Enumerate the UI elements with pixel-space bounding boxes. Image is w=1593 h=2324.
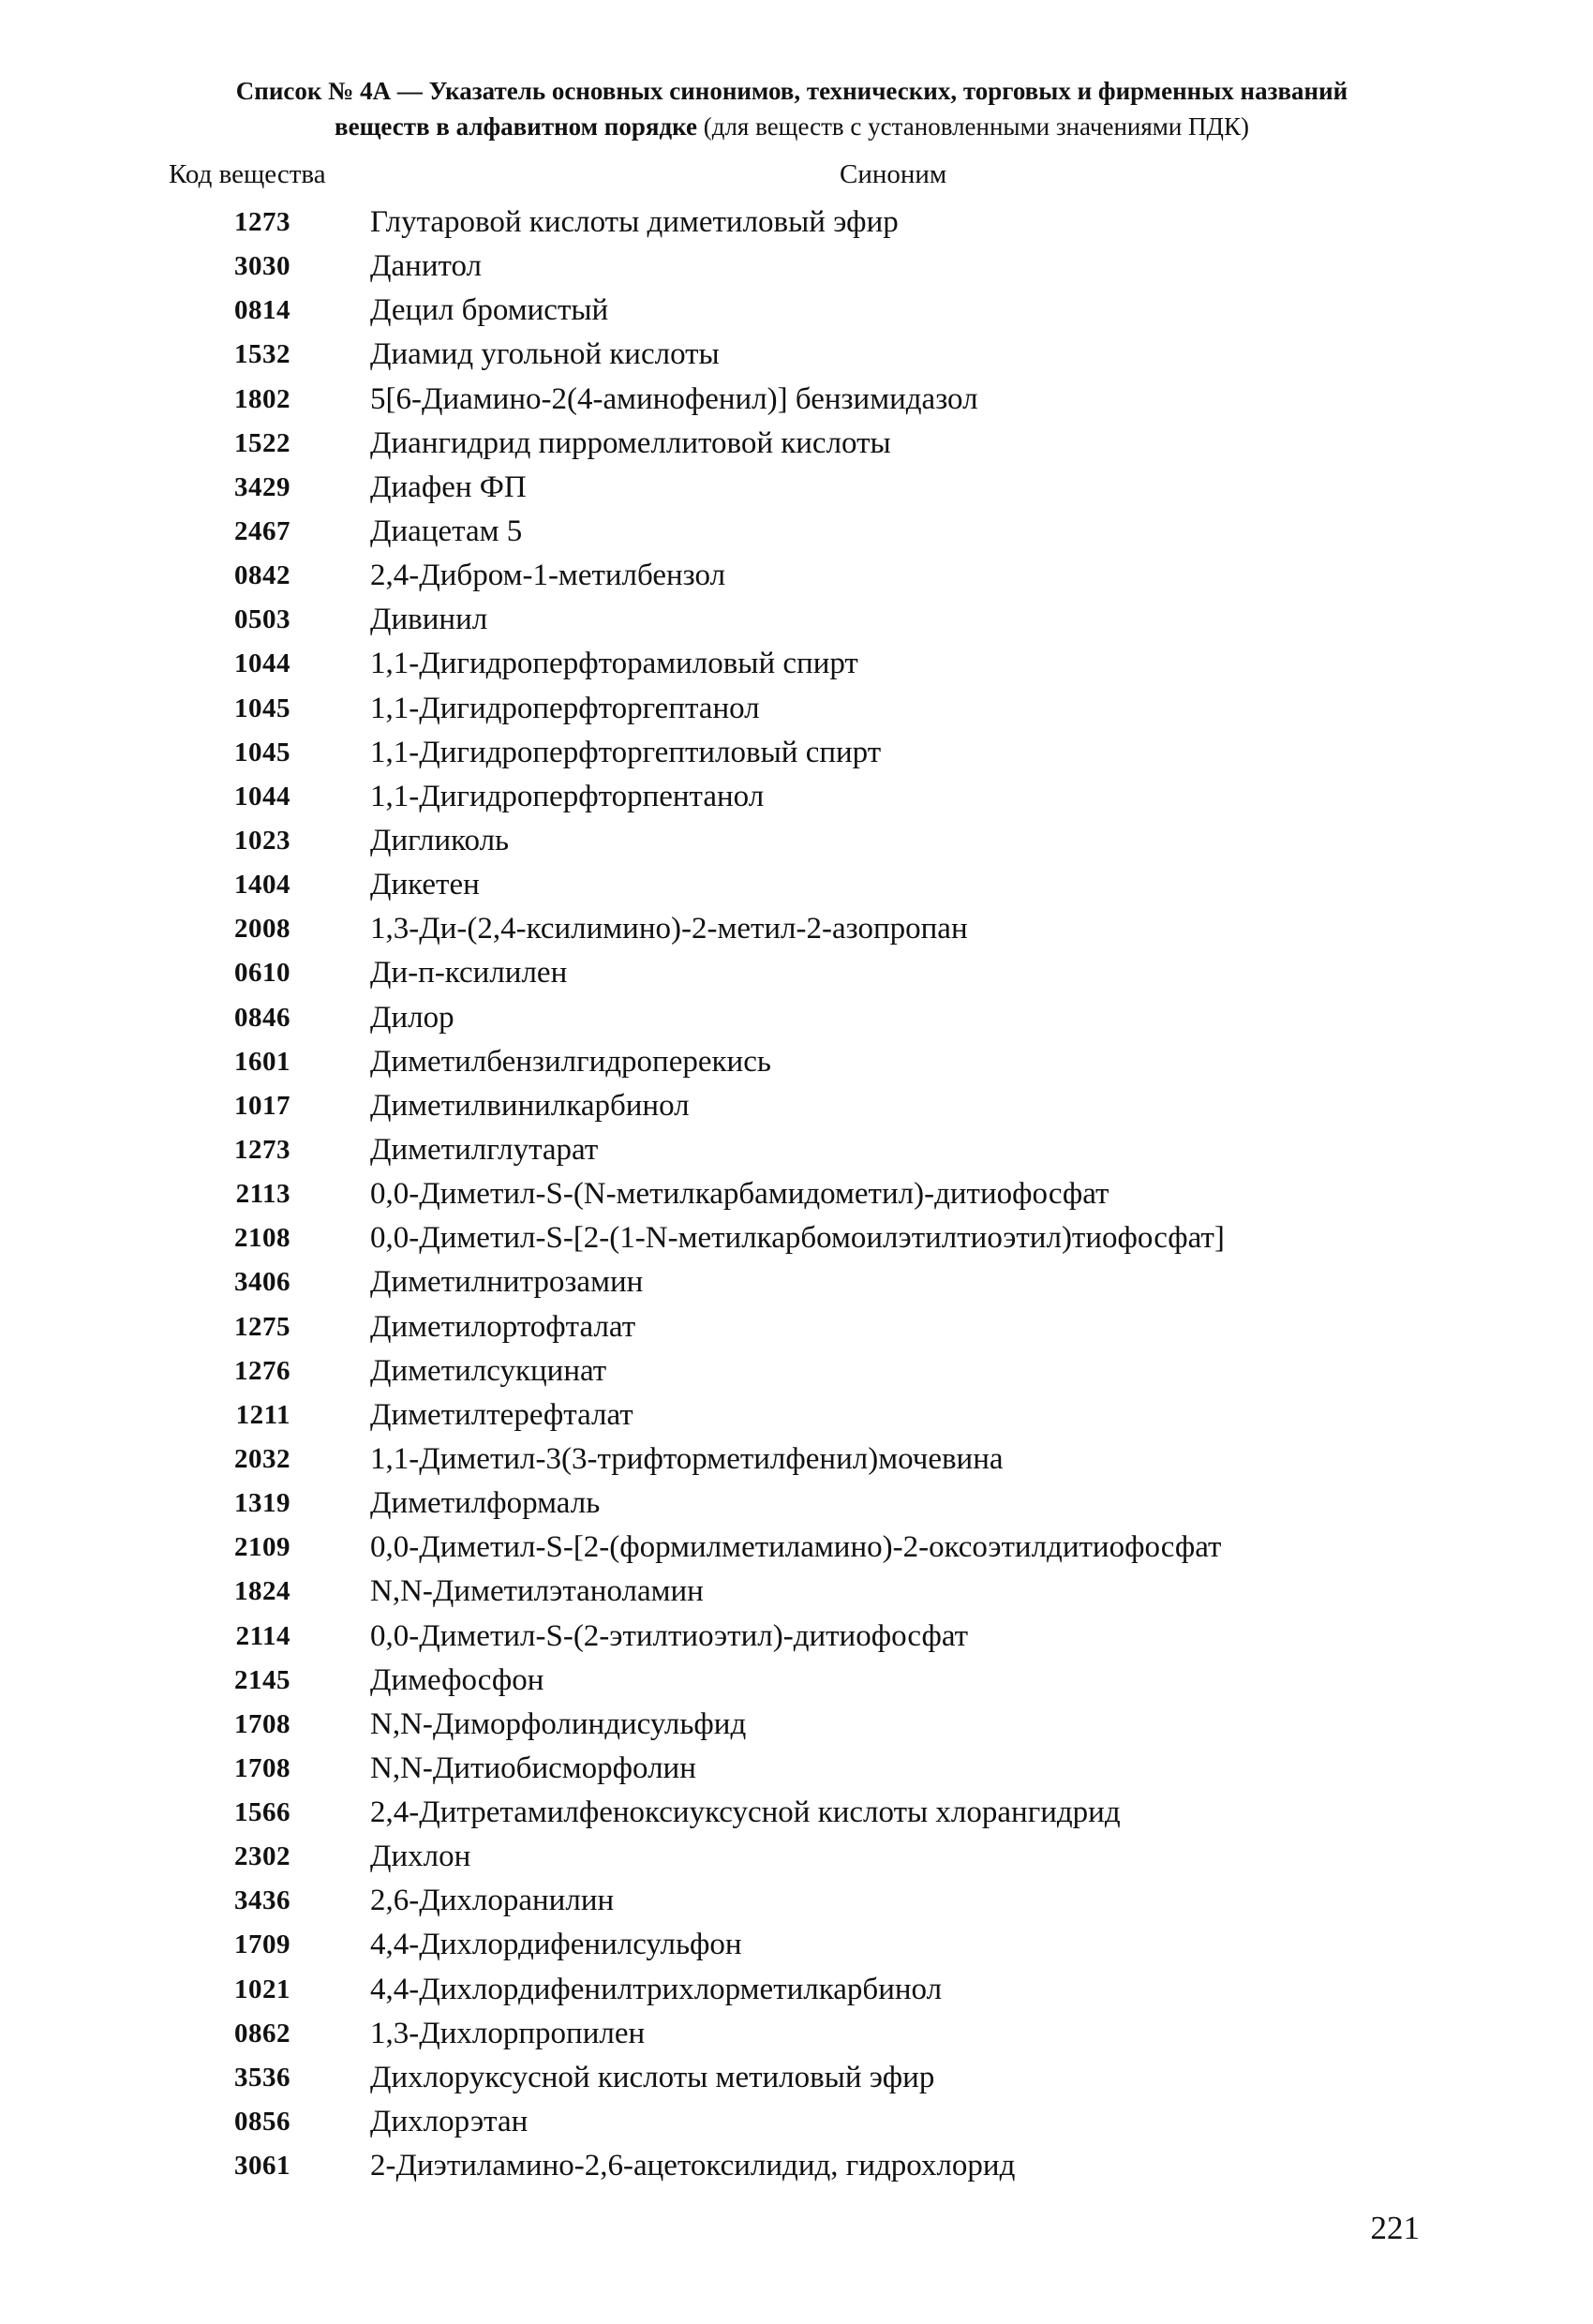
synonym-table (0, 201, 1593, 2188)
table-row (0, 554, 1593, 598)
table-row (0, 863, 1593, 907)
substance-code: 1044 (234, 648, 290, 679)
table-row (0, 1128, 1593, 1172)
synonym-text: Диметилортофталат (370, 1309, 636, 1344)
page-header (141, 73, 1443, 144)
synonym-text: Дихлорэтан (370, 2105, 529, 2139)
table-row (0, 598, 1593, 642)
synonym-text: 1,1-Дигидроперфторамиловый спирт (370, 647, 858, 681)
synonym-text: 4,4-Дихлордифенилсульфон (370, 1928, 742, 1962)
substance-code: 0862 (234, 2018, 290, 2048)
substance-code: 0814 (234, 295, 290, 326)
table-row (0, 775, 1593, 819)
table-row (0, 1172, 1593, 1216)
synonym-text: Глутаровой кислоты диметиловый эфир (370, 205, 899, 239)
synonym-text: Децил бромистый (370, 293, 609, 328)
substance-code: 1021 (234, 1974, 290, 2004)
substance-code: 2032 (234, 1443, 290, 1474)
table-row (0, 2056, 1593, 2100)
table-row (0, 422, 1593, 466)
synonym-text: Ди-п-ксилилен (370, 956, 568, 991)
synonym-text: 0,0-Диметил-S-(N-метилкарбамидометил)-дитиофосфат (370, 1177, 1109, 1212)
synonym-text: Дилор (370, 1000, 454, 1035)
substance-code: 2108 (234, 1223, 290, 1254)
substance-code: 1017 (234, 1090, 290, 1121)
table-row (0, 1040, 1593, 1084)
substance-code: 0846 (234, 1002, 290, 1033)
table-row (0, 2012, 1593, 2056)
substance-code: 1601 (234, 1046, 290, 1077)
table-row (0, 951, 1593, 995)
table-row (0, 1747, 1593, 1791)
table-row (0, 1482, 1593, 1526)
table-row (0, 731, 1593, 775)
header-line-2-bold: веществ в алфавитном порядке (335, 112, 697, 141)
substance-code: 0610 (234, 958, 290, 989)
synonym-text: Диметилглутарат (370, 1132, 599, 1167)
substance-code: 0842 (234, 560, 290, 591)
substance-code: 1319 (234, 1488, 290, 1519)
table-row (0, 1615, 1593, 1659)
synonym-text: Диметилвинилкарбинол (370, 1088, 690, 1123)
synonym-text: Диметилнитрозамин (370, 1265, 644, 1300)
substance-code: 2109 (234, 1532, 290, 1563)
synonym-text: Диангидрид пирромеллитовой кислоты (370, 425, 891, 460)
table-row (0, 1305, 1593, 1349)
substance-code: 1023 (234, 825, 290, 856)
synonym-text: Диметилсукцинат (370, 1353, 607, 1388)
substance-code: 1522 (234, 427, 290, 458)
synonym-text: Дихлон (370, 1840, 471, 1874)
table-row (0, 1084, 1593, 1128)
header-line-2 (141, 109, 1443, 144)
synonym-text: Дихлоруксусной кислоты метиловый эфир (370, 2060, 935, 2094)
substance-code: 1045 (234, 693, 290, 723)
table-row (0, 1703, 1593, 1747)
synonym-text: N,N-Дитиобисморфолин (370, 1750, 696, 1785)
synonym-text: 4,4-Дихлордифенилтрихлорметилкарбинол (370, 1972, 943, 2006)
synonym-text: 0,0-Диметил-S-[2-(формилметиламино)-2-оксоэтилдитиофосфат (370, 1530, 1222, 1565)
synonym-text: 1,3-Дихлорпропилен (370, 2016, 646, 2050)
table-row (0, 245, 1593, 289)
table-row (0, 996, 1593, 1040)
table-row (0, 289, 1593, 333)
table-row (0, 1438, 1593, 1482)
table-row (0, 201, 1593, 245)
column-header-synonym: Синоним (840, 159, 947, 189)
synonym-text: Дигликоль (370, 823, 510, 857)
page-number: 221 (1370, 2210, 1420, 2246)
table-row (0, 1216, 1593, 1260)
table-row (0, 466, 1593, 510)
substance-code: 1273 (234, 207, 290, 237)
synonym-text: 0,0-Диметил-S-(2-этилтиоэтил)-дитиофосфат (370, 1618, 969, 1653)
synonym-text: Диамид угольной кислоты (370, 337, 720, 372)
substance-code: 2302 (234, 1841, 290, 1872)
substance-code: 1708 (234, 1708, 290, 1739)
table-row (0, 2100, 1593, 2144)
table-row (0, 1260, 1593, 1304)
synonym-text: 2-Диэтиламино-2,6-ацетоксилидид, гидрохлорид (370, 2149, 1016, 2183)
substance-code: 1404 (234, 870, 290, 901)
synonym-text: Диацетам 5 (370, 514, 523, 548)
synonym-text: 5[6-Диамино-2(4-аминофенил)] бензимидазол (370, 381, 978, 416)
substance-code: 1275 (234, 1311, 290, 1342)
substance-code: 1276 (234, 1355, 290, 1386)
header-line-1: Список № 4А — Указатель основных синонимов, технических, торговых и фирменных названий (235, 77, 1348, 105)
column-headers (0, 159, 1593, 197)
table-row (0, 1835, 1593, 1879)
substance-code: 3436 (234, 1885, 290, 1916)
substance-code: 1045 (234, 737, 290, 767)
header-line-2-regular: (для веществ с установленными значениями ПДК) (696, 112, 1249, 141)
substance-code: 3536 (234, 2062, 290, 2093)
substance-code: 1532 (234, 339, 290, 370)
synonym-text: 1,1-Дигидроперфторгептиловый спирт (370, 735, 882, 769)
table-row (0, 642, 1593, 686)
table-row (0, 378, 1593, 422)
synonym-text: N,N-Диметилэтаноламин (370, 1574, 704, 1609)
synonym-text: Дикетен (370, 868, 480, 902)
synonym-text: Диметилбензилгидроперекись (370, 1044, 771, 1079)
substance-code: 2114 (235, 1620, 290, 1651)
table-row (0, 1879, 1593, 1923)
substance-code: 1708 (234, 1752, 290, 1783)
table-row (0, 2144, 1593, 2188)
table-row (0, 1923, 1593, 1967)
table-row (0, 687, 1593, 731)
synonym-text: Диметилформаль (370, 1486, 601, 1521)
synonym-text: 2,4-Дитретамилфеноксиуксусной кислоты хлорангидрид (370, 1795, 1121, 1830)
substance-code: 1211 (235, 1399, 290, 1430)
synonym-text: Дивинил (370, 603, 488, 637)
table-row (0, 819, 1593, 863)
synonym-text: 2,6-Дихлоранилин (370, 1884, 615, 1918)
column-header-code: Код вещества (169, 159, 326, 189)
synonym-text: Диафен ФП (370, 469, 527, 504)
table-row (0, 1659, 1593, 1703)
table-row (0, 1968, 1593, 2012)
table-row (0, 1393, 1593, 1438)
table-row (0, 333, 1593, 377)
synonym-text: Данитол (370, 249, 482, 284)
table-row (0, 907, 1593, 951)
substance-code: 1566 (234, 1797, 290, 1828)
table-row (0, 510, 1593, 554)
synonym-text: N,N-Диморфолиндисульфид (370, 1706, 747, 1741)
substance-code: 1802 (234, 383, 290, 414)
substance-code: 1824 (234, 1576, 290, 1607)
table-row (0, 1791, 1593, 1835)
synonym-text: Диметилтерефталат (370, 1397, 633, 1432)
substance-code: 1273 (234, 1134, 290, 1165)
substance-code: 1044 (234, 781, 290, 812)
substance-code: 3406 (234, 1267, 290, 1298)
substance-code: 2467 (234, 515, 290, 546)
substance-code: 2145 (234, 1664, 290, 1695)
table-row (0, 1570, 1593, 1614)
synonym-text: 1,1-Дигидроперфторпентанол (370, 779, 765, 813)
synonym-text: 1,3-Ди-(2,4-ксилимино)-2-метил-2-азопропан (370, 912, 968, 946)
substance-code: 0503 (234, 604, 290, 635)
table-row (0, 1526, 1593, 1570)
synonym-text: 0,0-Диметил-S-[2-(1-N-метилкарбомоилэтилтиоэтил)тиофосфат] (370, 1221, 1225, 1256)
synonym-text: 1,1-Дигидроперфторгептанол (370, 691, 760, 725)
synonym-text: Димефосфон (370, 1662, 544, 1697)
table-row (0, 1349, 1593, 1393)
substance-code: 2113 (235, 1179, 290, 1210)
substance-code: 3429 (234, 471, 290, 502)
synonym-text: 1,1-Диметил-3(3-трифторметилфенил)мочевина (370, 1441, 1004, 1476)
substance-code: 2008 (234, 914, 290, 945)
synonym-text: 2,4-Дибром-1-метилбензол (370, 559, 726, 593)
substance-code: 1709 (234, 1929, 290, 1960)
substance-code: 3030 (234, 251, 290, 282)
substance-code: 0856 (234, 2107, 290, 2138)
substance-code: 3061 (234, 2151, 290, 2182)
